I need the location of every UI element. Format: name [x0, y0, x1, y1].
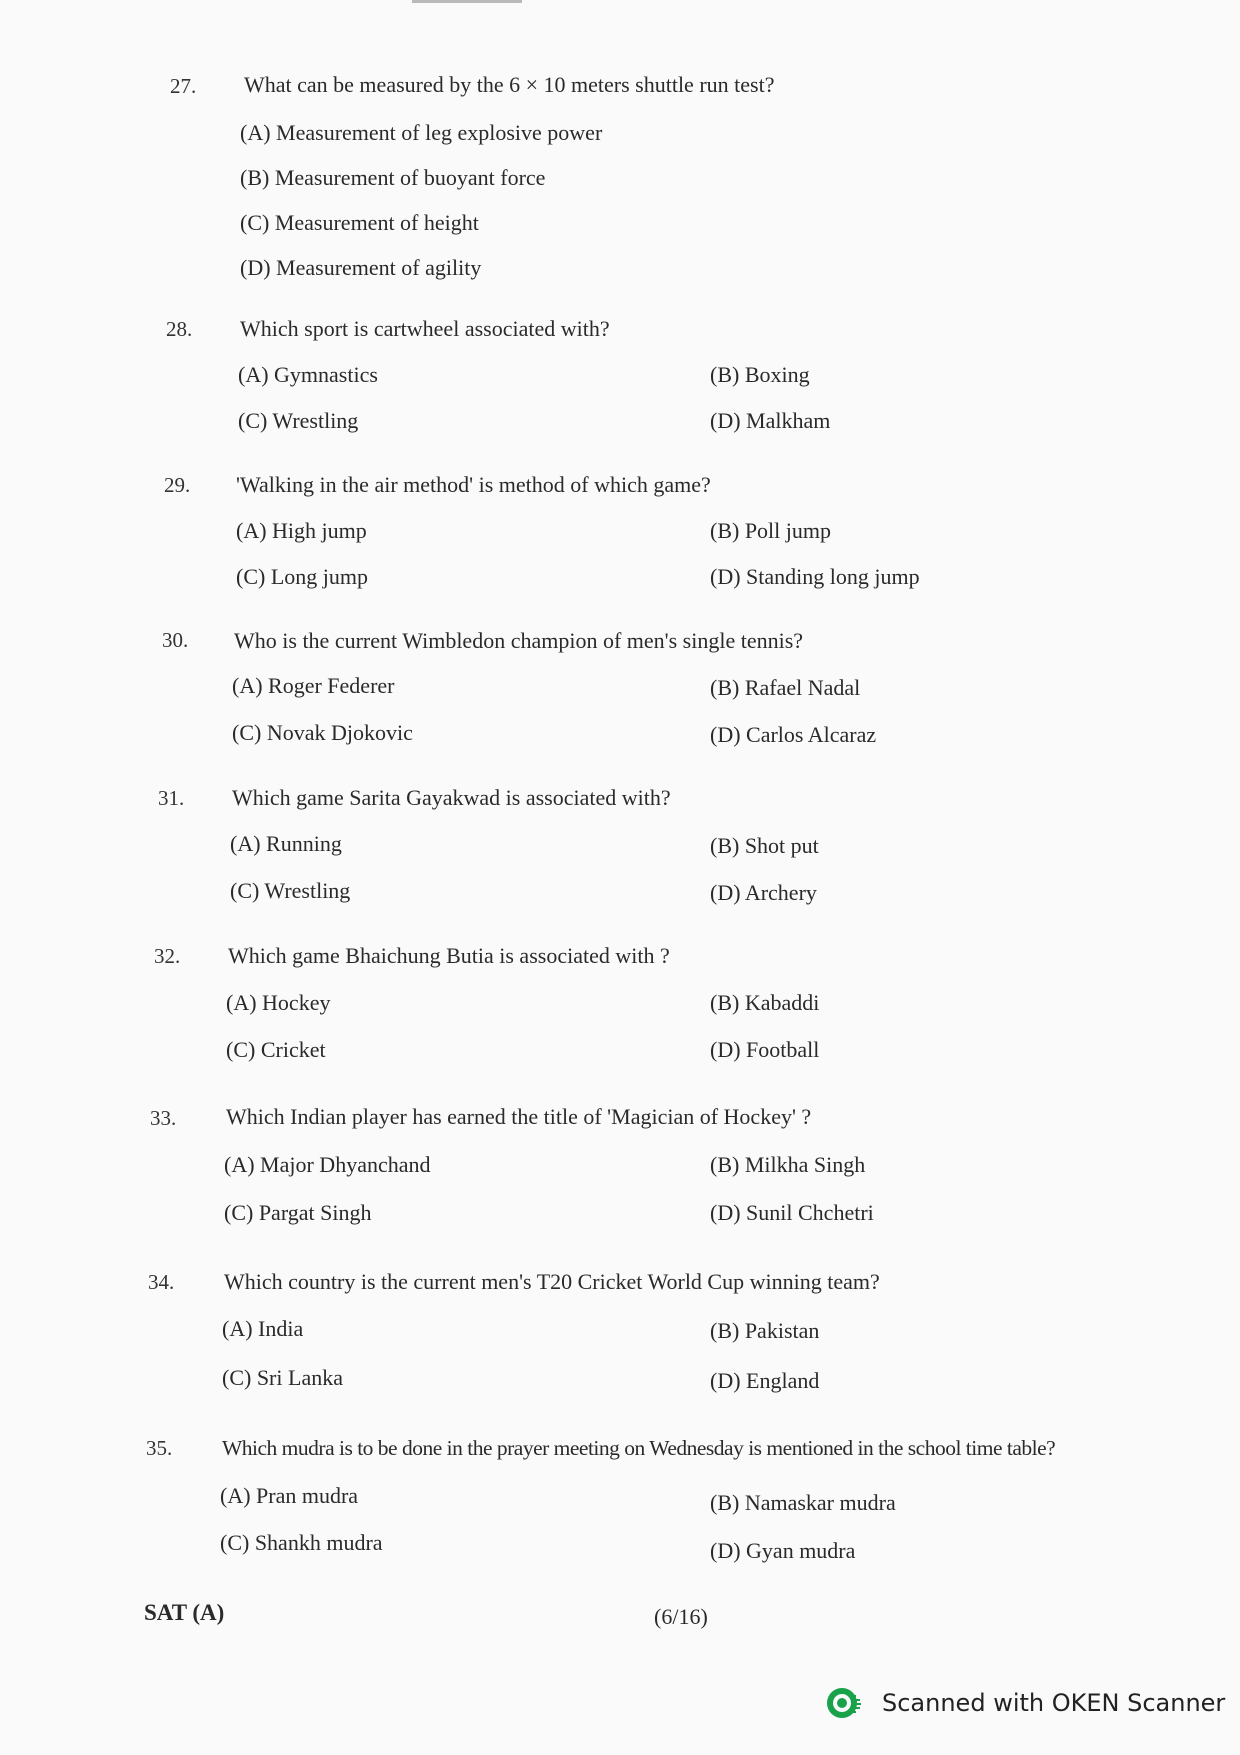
question-text: What can be measured by the 6 × 10 meters shuttle run test?: [244, 72, 775, 97]
option-b: (B) Rafael Nadal: [710, 675, 861, 700]
question-text: Which country is the current men's T20 Cricket World Cup winning team?: [224, 1269, 880, 1294]
oken-scanner-logo-icon: [826, 1685, 862, 1721]
question-text: Which sport is cartwheel associated with?: [240, 316, 610, 341]
question-text: 'Walking in the air method' is method of which game?: [236, 472, 711, 497]
question-text: Who is the current Wimbledon champion of men's single tennis?: [234, 628, 804, 653]
option-d: (D) Gyan mudra: [710, 1538, 856, 1563]
exam-code: SAT (A): [144, 1600, 225, 1625]
option-d: (D) Archery: [710, 880, 817, 905]
page-number: (6/16): [654, 1604, 708, 1629]
option-b: (B) Pakistan: [710, 1318, 820, 1343]
option-c: (C) Cricket: [226, 1037, 326, 1062]
question-number: 30.: [162, 628, 189, 652]
option-c: (C) Shankh mudra: [220, 1530, 383, 1555]
option-b: (B) Namaskar mudra: [710, 1490, 896, 1515]
scanner-watermark-text: Scanned with OKEN Scanner: [882, 1689, 1226, 1717]
question-text: Which game Bhaichung Butia is associated with ?: [228, 943, 670, 968]
question-text: Which game Sarita Gayakwad is associated with?: [232, 785, 671, 810]
question-number: 33.: [150, 1106, 177, 1130]
question-text: Which mudra is to be done in the prayer meeting on Wednesday is mentioned in the school time table?: [222, 1436, 1056, 1460]
option-a: (A) Hockey: [226, 990, 331, 1015]
option-c: (C) Novak Djokovic: [232, 720, 413, 745]
question-number: 31.: [158, 786, 185, 810]
option-a: (A) Roger Federer: [232, 673, 395, 698]
option-b: (B) Kabaddi: [710, 990, 820, 1015]
option-c: (C) Measurement of height: [240, 210, 479, 235]
option-a: (A) Major Dhyanchand: [224, 1152, 431, 1177]
option-c: (C) Pargat Singh: [224, 1200, 372, 1225]
option-a: (A) Gymnastics: [238, 362, 378, 387]
option-b: (B) Poll jump: [710, 518, 832, 543]
question-number: 32.: [154, 944, 181, 968]
option-d: (D) England: [710, 1368, 820, 1393]
question-number: 27.: [170, 74, 197, 98]
scanner-watermark: [826, 1683, 1225, 1723]
option-d: (D) Measurement of agility: [240, 255, 482, 280]
question-number: 35.: [146, 1436, 173, 1460]
option-b: (B) Shot put: [710, 833, 819, 858]
option-a: (A) Pran mudra: [220, 1483, 359, 1508]
option-d: (D) Malkham: [710, 408, 831, 433]
option-c: (C) Wrestling: [230, 878, 351, 903]
option-a: (A) High jump: [236, 518, 367, 543]
option-c: (C) Wrestling: [238, 408, 359, 433]
option-d: (D) Standing long jump: [710, 564, 920, 589]
question-text: Which Indian player has earned the title of 'Magician of Hockey' ?: [226, 1104, 812, 1129]
question-number: 28.: [166, 317, 193, 341]
option-a: (A) Measurement of leg explosive power: [240, 120, 603, 145]
option-b: (B) Milkha Singh: [710, 1152, 866, 1177]
option-d: (D) Sunil Chchetri: [710, 1200, 874, 1225]
option-d: (D) Carlos Alcaraz: [710, 722, 877, 747]
question-number: 29.: [164, 473, 191, 497]
question-number: 34.: [148, 1270, 175, 1294]
option-b: (B) Measurement of buoyant force: [240, 165, 546, 190]
option-c: (C) Sri Lanka: [222, 1365, 343, 1390]
option-b: (B) Boxing: [710, 362, 810, 387]
option-c: (C) Long jump: [236, 564, 368, 589]
option-a: (A) India: [222, 1316, 304, 1341]
option-a: (A) Running: [230, 831, 342, 856]
option-d: (D) Football: [710, 1037, 820, 1062]
